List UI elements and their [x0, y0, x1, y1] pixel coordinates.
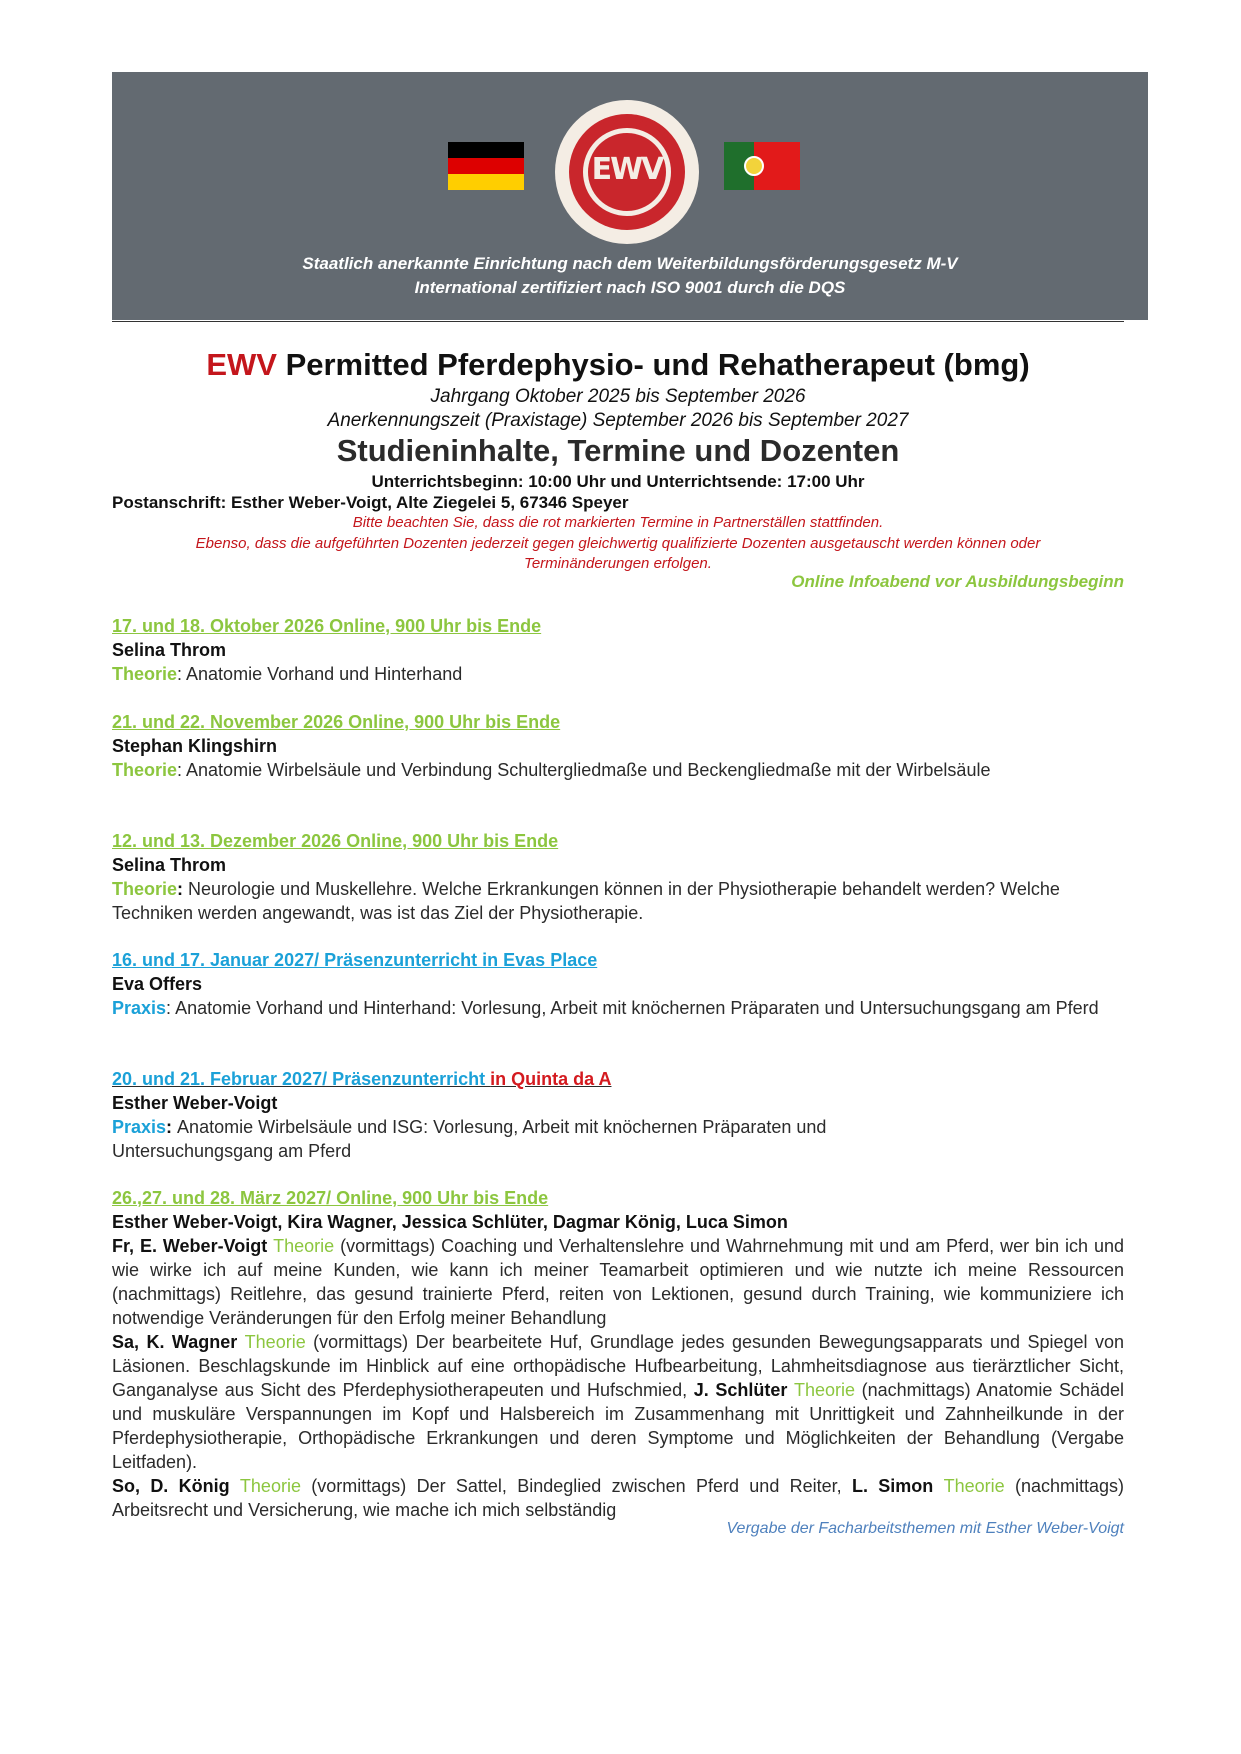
- session-date: 20. und 21. Februar 2027/ Präsenzunterricht in Quinta da A: [112, 1069, 612, 1089]
- portugal-flag-icon: [724, 142, 800, 190]
- session-teacher: Esther Weber-Voigt: [112, 1093, 278, 1113]
- session-teacher: Stephan Klingshirn: [112, 736, 278, 756]
- thesis-topics-note: Vergabe der Facharbeitsthemen mit Esther Weber-Voigt: [726, 1520, 1124, 1537]
- session-date: 26.,27. und 28. März 2027/ Online, 900 Uhr bis Ende: [112, 1188, 549, 1208]
- session-teacher: Selina Throm: [112, 640, 227, 660]
- sunday-content: So, D. König Theorie (vormittags) Der Sattel, Bindeglied zwischen Pferd und Reiter, L. Simon Theorie (nachmittags) Arbeitsrecht und Versicherung, wie mache ich mich selbständig: [112, 1476, 1124, 1520]
- note-teachers: Ebenso, dass die aufgeführten Dozenten jederzeit gegen gleichwertig qualifizierte Dozenten ausgetauscht werden können oder Terminänderungen erfolgen.: [195, 535, 1041, 572]
- session-text: Neurologie und Muskellehre. Welche Erkrankungen können in der Physiotherapie behandelt werden? Welche Techniken werden angewandt, was ist das Ziel der Physiotherapie.: [112, 879, 1060, 923]
- session-text: Anatomie Vorhand und Hinterhand: Vorlesung, Arbeit mit knöchernen Präparaten und Untersuchungsgang am Pferd: [175, 998, 1099, 1018]
- friday-content: Fr, E. Weber-Voigt Theorie (vormittags) Coaching und Verhaltenslehre und Wahrnehmung mit und am Pferd, wer bin ich und wie wirke ich auf meine Kunden, wie kann ich meiner Teamarbeit optimieren und wie nutzte ich meine Ressourcen (nachmittags) Reitlehre, das gesund trainierte Pferd, reiten von Lektionen, gesund durch Training, wie kommuniziere ich notwendige Veränderungen für den Erfolg meiner Behandlung: [112, 1236, 1124, 1328]
- session-content: Praxis: Anatomie Wirbelsäule und ISG: Vorlesung, Arbeit mit knöchernen Präparaten und Untersuchungsgang am Pferd: [112, 1117, 827, 1161]
- session-6: [112, 1186, 1124, 1522]
- session-content: Praxis: Anatomie Vorhand und Hinterhand: Vorlesung, Arbeit mit knöchernen Präparaten und Untersuchungsgang am Pferd: [112, 998, 1099, 1018]
- session-teacher: Selina Throm: [112, 855, 227, 875]
- note-red-dates: Bitte beachten Sie, dass die rot markierten Termine in Partnerställen stattfinden.: [352, 514, 884, 531]
- saturday-content: Sa, K. Wagner Theorie (vormittags) Der bearbeitete Huf, Grundlage jedes gesunden Bewegungsapparats und Spiegel von Läsionen. Beschlagskunde im Hinblick auf eine orthopädische Hufbearbeitung, Lahmheitsdiagnose aus tierärztlicher Sicht, Ganganalyse aus Sicht des Pferdephysiotherapeuten und Hufschmied, J. Schlüter Theorie (nachmittags) Anatomie Schädel und muskuläre Verspannungen im Kopf und Halsbereich im Zusammenhang mit Unrittigkeit und Zahnheilkunde in der Pferdephysiotherapie, Orthopädische Erkrankungen und deren Symptome und Möglichkeiten der Behandlung (Vergabe Leitfaden).: [112, 1332, 1125, 1472]
- session-text: Anatomie Wirbelsäule und Verbindung Schultergliedmaße und Beckengliedmaße mit der Wirbelsäule: [186, 760, 991, 780]
- ewv-logo: [555, 100, 699, 244]
- session-4: [112, 948, 1124, 1020]
- class-hours: Unterrichtsbeginn: 10:00 Uhr und Unterrichtsende: 17:00 Uhr: [371, 472, 865, 491]
- banner-line-2: International zertifiziert nach ISO 9001 durch die DQS: [414, 278, 846, 297]
- session-date: 16. und 17. Januar 2027/ Präsenzunterricht in Evas Place: [112, 950, 598, 970]
- session-date: 17. und 18. Oktober 2026 Online, 900 Uhr bis Ende: [112, 616, 542, 636]
- session-content: Theorie: Anatomie Wirbelsäule und Verbindung Schultergliedmaße und Beckengliedmaße mit der Wirbelsäule: [112, 760, 991, 780]
- session-label: Praxis: [112, 998, 167, 1018]
- session-label: Theorie: [112, 879, 178, 899]
- session-label: Theorie: [112, 664, 178, 684]
- subtitle-year: Jahrgang Oktober 2025 bis September 2026: [430, 386, 806, 407]
- partner-location: in Quinta da A: [490, 1069, 612, 1089]
- page-title: [112, 347, 1124, 383]
- session-1: [112, 614, 1124, 686]
- session-label: Praxis: [112, 1117, 167, 1137]
- title-text: Permitted Pferdephysio- und Rehatherapeut (bmg): [276, 347, 1030, 382]
- session-teachers: Esther Weber-Voigt, Kira Wagner, Jessica Schlüter, Dagmar König, Luca Simon: [112, 1212, 788, 1232]
- brand-text: EWV: [206, 347, 277, 382]
- session-text: Anatomie Wirbelsäule und ISG: Vorlesung, Arbeit mit knöchernen Präparaten und Untersuchungsgang am Pferd: [112, 1117, 827, 1161]
- section-heading: Studieninhalte, Termine und Dozenten: [336, 433, 900, 468]
- online-info-evening: Online Infoabend vor Ausbildungsbeginn: [791, 572, 1124, 591]
- session-teacher: Eva Offers: [112, 974, 203, 994]
- divider: [112, 321, 1124, 322]
- session-label: Theorie: [112, 760, 178, 780]
- postal-address: Postanschrift: Esther Weber-Voigt, Alte Ziegelei 5, 67346 Speyer: [112, 493, 629, 512]
- session-date: 21. und 22. November 2026 Online, 900 Uhr bis Ende: [112, 712, 561, 732]
- logo-letters: EWV: [591, 152, 663, 187]
- session-content: Theorie: Anatomie Vorhand und Hinterhand: [112, 664, 463, 684]
- svg-text:ESTHER WEBER-VOIGT: ESTHER WEBER-VOIGT: [571, 114, 683, 161]
- header-banner: [112, 72, 1148, 320]
- session-5: [112, 1067, 1124, 1163]
- subtitle-recognition: Anerkennungszeit (Praxistage) September 2026 bis September 2027: [327, 410, 909, 431]
- session-date: 12. und 13. Dezember 2026 Online, 900 Uhr bis Ende: [112, 831, 559, 851]
- banner-line-1: Staatlich anerkannte Einrichtung nach dem Weiterbildungsförderungsgesetz M-V: [302, 254, 958, 273]
- session-text: Anatomie Vorhand und Hinterhand: [186, 664, 463, 684]
- germany-flag-icon: [448, 142, 524, 190]
- session-content: Theorie: Neurologie und Muskellehre. Welche Erkrankungen können in der Physiotherapie behandelt werden? Welche Techniken werden angewandt, was ist das Ziel der Physiotherapie.: [112, 879, 1060, 923]
- session-3: [112, 829, 1124, 925]
- session-2: [112, 710, 1124, 782]
